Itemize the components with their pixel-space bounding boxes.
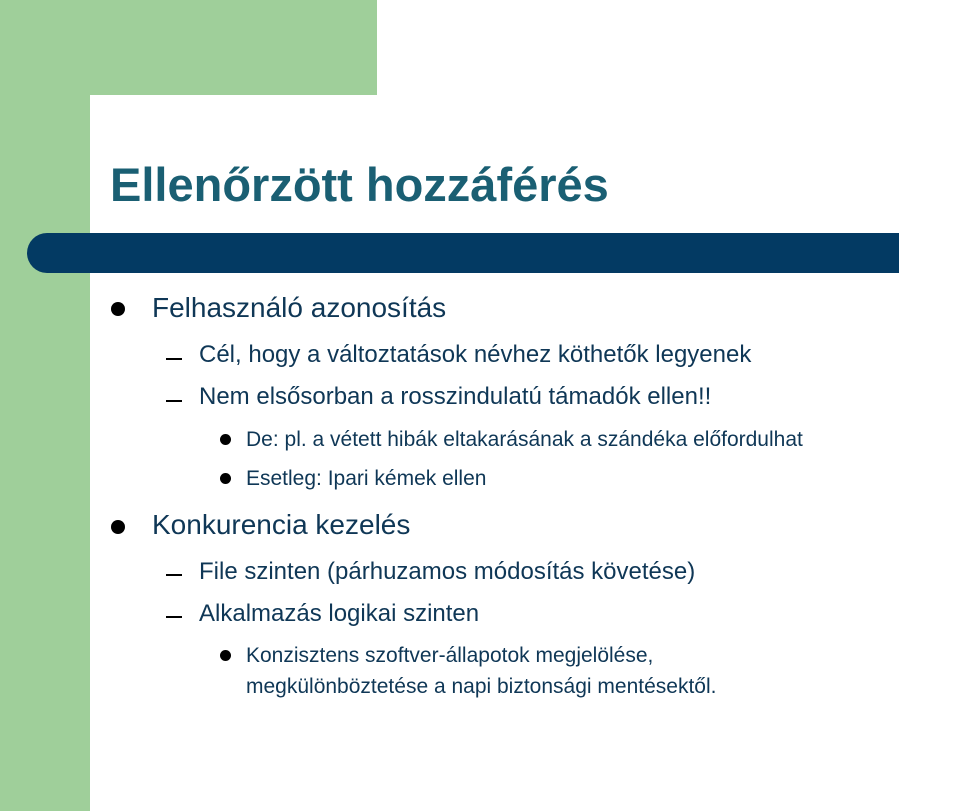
list-item: Konkurencia kezelés (152, 509, 411, 540)
dash-icon (166, 358, 182, 360)
bullet-dot-icon (220, 650, 231, 661)
list-item: File szinten (párhuzamos módosítás követése) (199, 558, 696, 585)
bullet-dot-icon (111, 302, 125, 316)
list-item: Felhasználó azonosítás (152, 292, 447, 323)
list-item: De: pl. a vétett hibák eltakarásának a szándéka előfordulhat (246, 428, 803, 451)
slide-title: Ellenőrzött hozzáférés (110, 158, 609, 211)
dash-icon (166, 574, 182, 576)
list-item: Esetleg: Ipari kémek ellen (246, 467, 487, 490)
bullet-dot-icon (220, 434, 231, 445)
list-item: Konzisztens szoftver-állapotok megjelölése, (246, 644, 654, 667)
list-item: Nem elsősorban a rosszindulatú támadók ellen!! (199, 383, 712, 410)
list-item-continuation: megkülönböztetése a napi biztonsági mentésektől. (246, 675, 717, 698)
dash-icon (166, 400, 182, 402)
dash-icon (166, 616, 182, 618)
list-item: Cél, hogy a változtatások névhez köthetők legyenek (199, 341, 752, 368)
list-item: Alkalmazás logikai szinten (199, 600, 480, 627)
bullet-dot-icon (111, 520, 125, 534)
bullet-dot-icon (220, 473, 231, 484)
